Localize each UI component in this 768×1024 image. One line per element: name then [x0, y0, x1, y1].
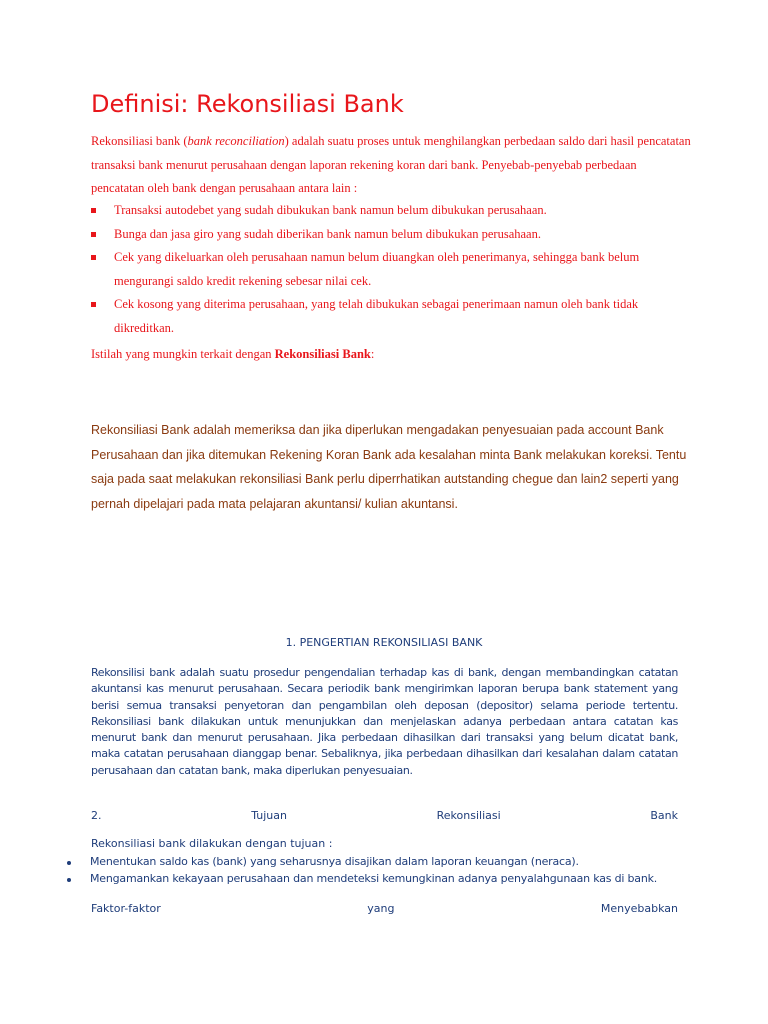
list-item: Mengamankan kekayaan perusahaan dan mendeteksi kemungkinan adanya penyalahgunaan kas di bank.: [64, 871, 657, 888]
square-bullet-icon: [91, 302, 96, 307]
section-heading-faktor: Faktor-faktor yang Menyebabkan: [91, 902, 678, 915]
square-bullet-icon: [91, 208, 96, 213]
list-item: Cek yang dikeluarkan oleh perusahaan namun belum diuangkan oleh penerimanya, sehingga bank belum mengurangi saldo kredit rekening sebesar nilai cek.: [91, 246, 691, 293]
definition-paragraph: [91, 130, 691, 201]
square-bullet-icon: [91, 255, 96, 260]
definition-text-start: Rekonsiliasi bank (: [91, 134, 188, 148]
definition-italic-term: bank reconciliation: [187, 134, 285, 148]
round-bullet-icon: [67, 861, 71, 865]
square-bullet-icon: [91, 232, 96, 237]
list-item: Transaksi autodebet yang sudah dibukukan bank namun belum dibukukan perusahaan.: [91, 199, 691, 223]
causes-list: [91, 199, 691, 340]
page-title: Definisi: Rekonsiliasi Bank: [91, 90, 404, 118]
round-bullet-icon: [67, 878, 71, 882]
definition-text-rest: ) adalah suatu proses untuk menghilangkan perbedaan saldo dari hasil pencatatan transaksi bank menurut perusahaan dengan laporan rekening koran dari bank. Penyebab-penyebab perbedaan pencatatan oleh bank dengan perusahaan antara lain :: [91, 134, 691, 195]
list-item: Bunga dan jasa giro yang sudah diberikan bank namun belum dibukukan perusahaan.: [91, 223, 691, 247]
list-item: Cek kosong yang diterima perusahaan, yang telah dibukukan sebagai penerimaan namun oleh bank tidak dikreditkan.: [91, 293, 691, 340]
section-heading-tujuan: 2. Tujuan Rekonsiliasi Bank: [91, 809, 678, 822]
related-terms-line: Istilah yang mungkin terkait dengan Rekonsiliasi Bank:: [91, 347, 375, 361]
pengertian-paragraph: Rekonsilisi bank adalah suatu prosedur pengendalian terhadap kas di bank, dengan membandingkan catatan akuntansi kas menurut perusahaan. Secara periodik bank mengirimkan laporan berupa bank statement yang berisi semua transaksi penyetoran dan pengambilan oleh deposan (depositor) selama periode tertentu. Rekonsiliasi bank dilakukan untuk menunjukkan dan menjelaskan adanya perbedaan antara catatan kas menurut bank dan menurut perusahaan. Jika perbedaan dihasilkan dari transaksi yang belum dicatat bank, maka catatan perusahaan dianggap benar. Sebaliknya, jika perbedaan dihasilkan dari kesalahan dalam catatan perusahaan dan catatan bank, maka diperlukan penyesuaian.: [91, 666, 678, 777]
explanation-paragraph: Rekonsiliasi Bank adalah memeriksa dan jika diperlukan mengadakan penyesuaian pada account Bank Perusahaan dan jika ditemukan Rekening Koran Bank ada kesalahan minta Bank melakukan koreksi. Tentu saja pada saat melakukan rekonsiliasi Bank perlu diperrhatikan autstanding chegue dan lain2 seperti yang pernah dipelajari pada mata pelajaran akuntansi/ kulian akuntansi.: [91, 423, 687, 511]
goals-list: [64, 854, 657, 887]
tujuan-intro: Rekonsiliasi bank dilakukan dengan tujuan :: [91, 837, 333, 850]
section-heading-pengertian: 1. PENGERTIAN REKONSILIASI BANK: [285, 636, 483, 649]
related-terms-link[interactable]: Rekonsiliasi Bank: [274, 347, 371, 361]
list-item: Menentukan saldo kas (bank) yang seharusnya disajikan dalam laporan keuangan (neraca).: [64, 854, 657, 871]
